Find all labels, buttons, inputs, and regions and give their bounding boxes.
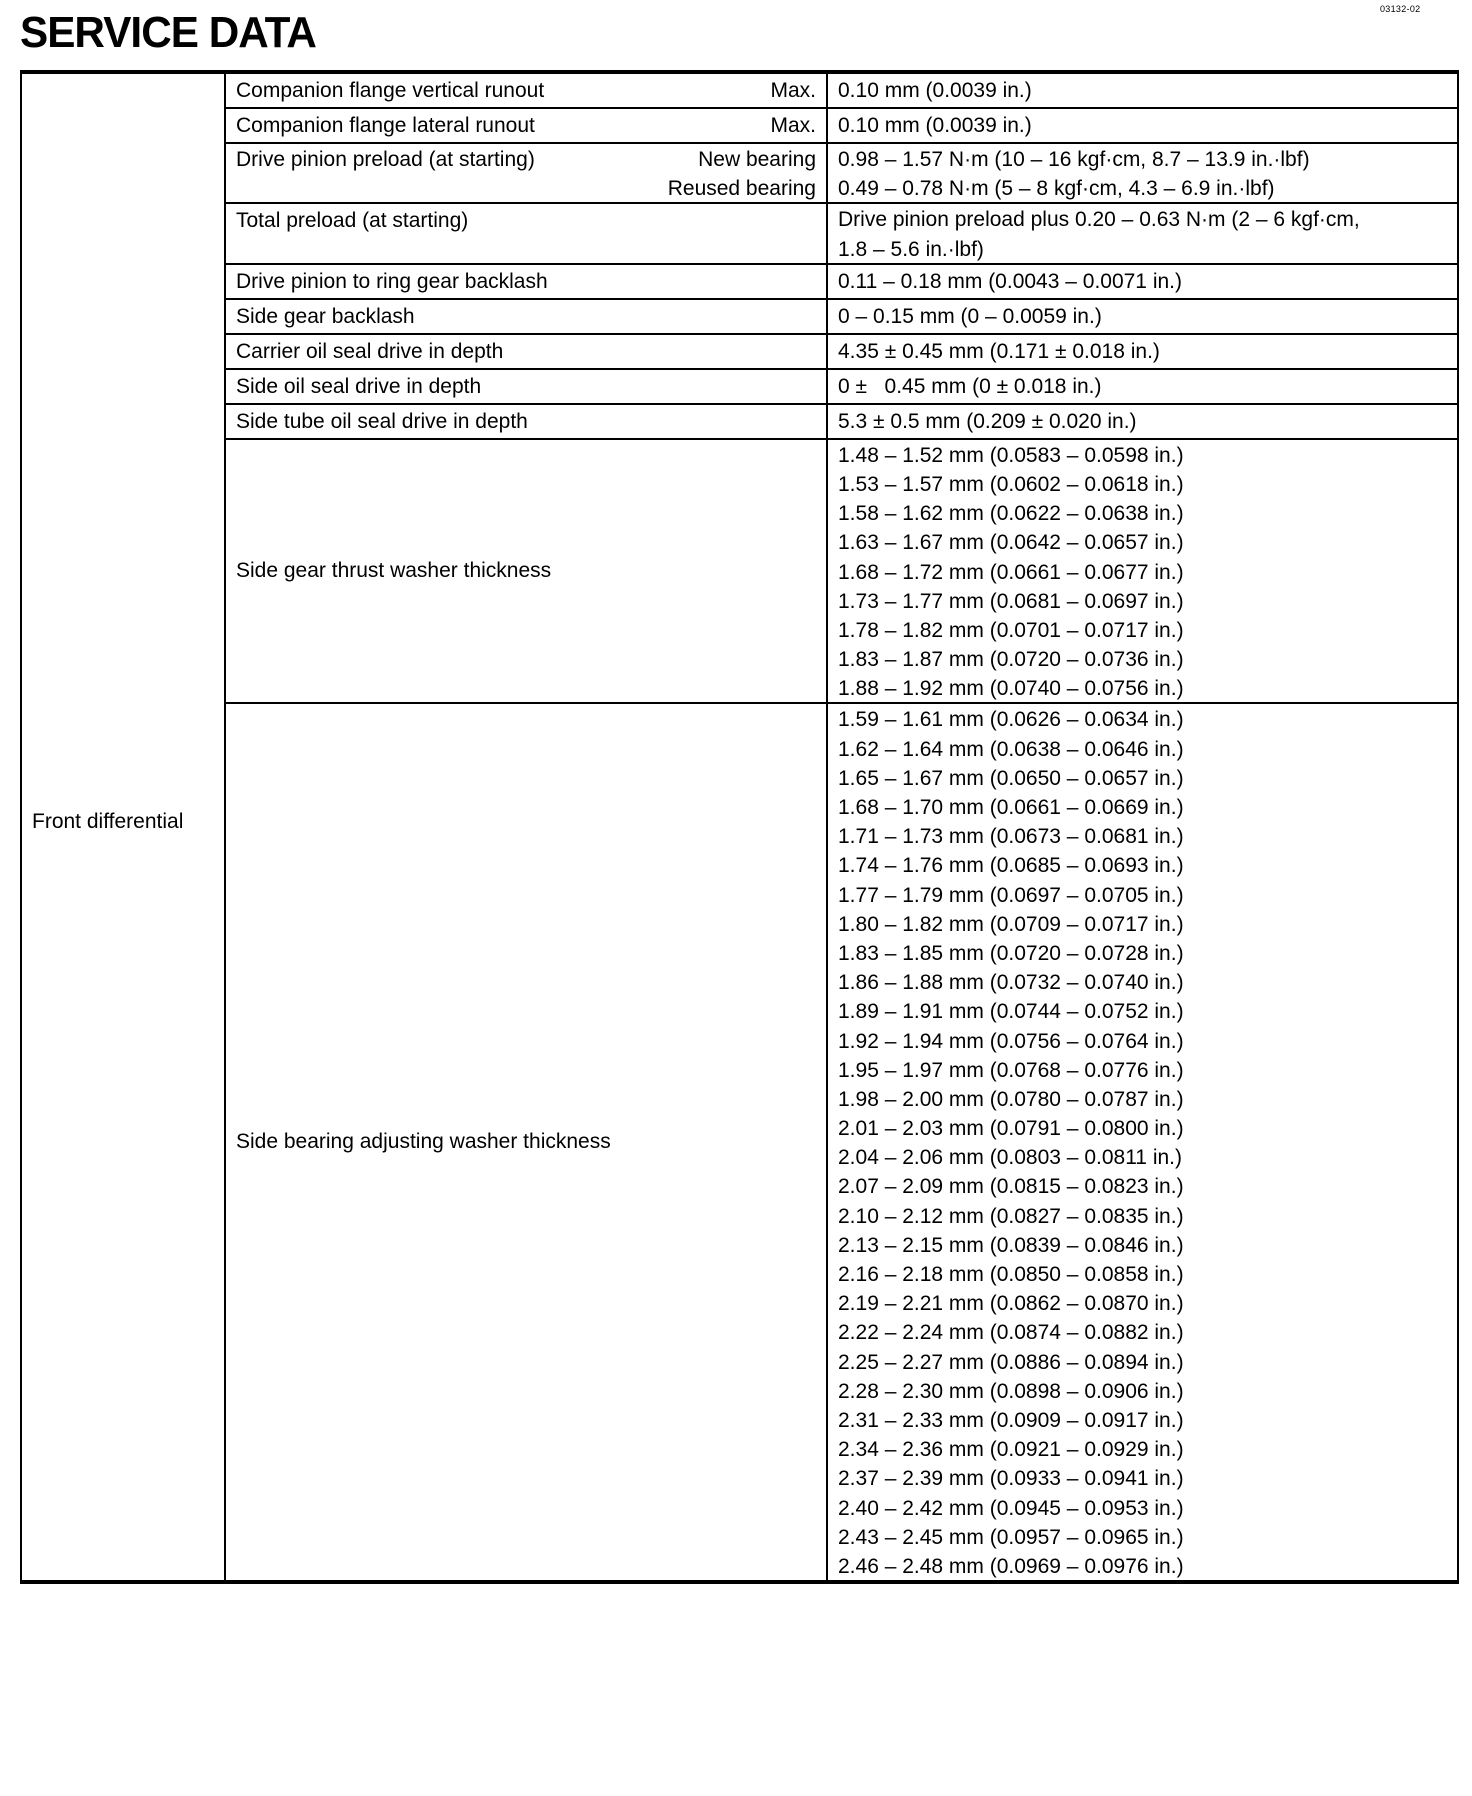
- value-text: 1.58 – 1.62 mm (0.0622 – 0.0638 in.): [838, 502, 1184, 526]
- value-text: 0.49 – 0.78 N·m (5 – 8 kgf·cm, 4.3 – 6.9 in.·lbf): [838, 177, 1275, 201]
- value-text: 2.10 – 2.12 mm (0.0827 – 0.0835 in.): [838, 1204, 1184, 1228]
- value-text: 2.43 – 2.45 mm (0.0957 – 0.0965 in.): [838, 1525, 1184, 1549]
- item-label: Companion flange vertical runout: [236, 79, 545, 102]
- table-row: [21, 72, 1458, 108]
- table-row: [21, 439, 1458, 704]
- value-text: 1.92 – 1.94 mm (0.0756 – 0.0764 in.): [838, 1029, 1184, 1053]
- item-label: Drive pinion to ring gear backlash: [236, 269, 548, 293]
- value-text: 1.73 – 1.77 mm (0.0681 – 0.0697 in.): [838, 589, 1184, 613]
- item-cell: [225, 369, 827, 404]
- value-text: 2.28 – 2.30 mm (0.0898 – 0.0906 in.): [838, 1379, 1184, 1403]
- item-label: Carrier oil seal drive in depth: [236, 339, 504, 363]
- item-cell: [225, 703, 827, 1582]
- item-cell: [225, 264, 827, 299]
- value-cell: [827, 703, 1458, 1582]
- value-text: 0.11 – 0.18 mm (0.0043 – 0.0071 in.): [838, 269, 1182, 293]
- table-row: [21, 404, 1458, 439]
- value-text: 0 ± 0.45 mm (0 ± 0.018 in.): [838, 374, 1102, 398]
- value-cell: [827, 369, 1458, 404]
- group-cell: [21, 72, 225, 1582]
- value-text: 4.35 ± 0.45 mm (0.171 ± 0.018 in.): [838, 339, 1160, 363]
- value-text: 1.89 – 1.91 mm (0.0744 – 0.0752 in.): [838, 1000, 1184, 1024]
- table-row: [21, 369, 1458, 404]
- item-qualifier: Max.: [770, 114, 816, 137]
- value-text: 0.10 mm (0.0039 in.): [838, 114, 1032, 137]
- table-row: [21, 334, 1458, 369]
- value-text: 1.63 – 1.67 mm (0.0642 – 0.0657 in.): [838, 531, 1184, 555]
- item-qualifier: Max.: [770, 79, 816, 102]
- page-title: SERVICE DATA: [20, 8, 316, 57]
- value-text: 2.01 – 2.03 mm (0.0791 – 0.0800 in.): [838, 1117, 1184, 1141]
- value-text: 1.62 – 1.64 mm (0.0638 – 0.0646 in.): [838, 737, 1184, 761]
- item-cell: [225, 143, 827, 203]
- value-text: 2.34 – 2.36 mm (0.0921 – 0.0929 in.): [838, 1438, 1184, 1462]
- value-text: 1.74 – 1.76 mm (0.0685 – 0.0693 in.): [838, 854, 1184, 878]
- value-text: 1.65 – 1.67 mm (0.0650 – 0.0657 in.): [838, 766, 1184, 790]
- value-text: 1.48 – 1.52 mm (0.0583 – 0.0598 in.): [838, 443, 1184, 467]
- item-label: Side oil seal drive in depth: [236, 374, 482, 398]
- value-text: 1.95 – 1.97 mm (0.0768 – 0.0776 in.): [838, 1058, 1184, 1082]
- item-label: Side tube oil seal drive in depth: [236, 409, 528, 433]
- value-text: 2.40 – 2.42 mm (0.0945 – 0.0953 in.): [838, 1496, 1184, 1520]
- table-row: [21, 203, 1458, 263]
- value-text: 1.88 – 1.92 mm (0.0740 – 0.0756 in.): [838, 677, 1184, 701]
- value-text: 1.86 – 1.88 mm (0.0732 – 0.0740 in.): [838, 971, 1184, 995]
- item-qualifier: Reused bearing: [667, 177, 816, 201]
- item-label: Side gear thrust washer thickness: [236, 559, 552, 583]
- value-text: 1.8 – 5.6 in.·lbf): [838, 237, 984, 261]
- value-text: 2.31 – 2.33 mm (0.0909 – 0.0917 in.): [838, 1408, 1184, 1432]
- table-row: [21, 299, 1458, 334]
- value-cell: [827, 334, 1458, 369]
- value-text: 1.98 – 2.00 mm (0.0780 – 0.0787 in.): [838, 1087, 1184, 1111]
- value-text: 1.53 – 1.57 mm (0.0602 – 0.0618 in.): [838, 472, 1184, 496]
- value-cell: [827, 72, 1458, 108]
- table-row: [21, 108, 1458, 143]
- value-text: 0.98 – 1.57 N·m (10 – 16 kgf·cm, 8.7 – 13.9 in.·lbf): [838, 148, 1310, 171]
- item-label: Companion flange lateral runout: [236, 114, 535, 137]
- value-text: 1.77 – 1.79 mm (0.0697 – 0.0705 in.): [838, 883, 1184, 907]
- value-cell: [827, 108, 1458, 143]
- value-cell: [827, 404, 1458, 439]
- item-cell: [225, 404, 827, 439]
- value-text: 2.07 – 2.09 mm (0.0815 – 0.0823 in.): [838, 1175, 1184, 1199]
- value-text: 2.19 – 2.21 mm (0.0862 – 0.0870 in.): [838, 1292, 1184, 1316]
- value-text: 2.25 – 2.27 mm (0.0886 – 0.0894 in.): [838, 1350, 1184, 1374]
- value-text: 1.68 – 1.72 mm (0.0661 – 0.0677 in.): [838, 560, 1184, 584]
- value-cell: [827, 439, 1458, 704]
- item-cell: [225, 203, 827, 263]
- item-label: Drive pinion preload (at starting): [236, 148, 535, 171]
- value-text: 1.83 – 1.85 mm (0.0720 – 0.0728 in.): [838, 941, 1184, 965]
- item-label: Side bearing adjusting washer thickness: [236, 1130, 611, 1154]
- value-cell: [827, 299, 1458, 334]
- value-text: 1.71 – 1.73 mm (0.0673 – 0.0681 in.): [838, 825, 1184, 849]
- value-text: 1.68 – 1.70 mm (0.0661 – 0.0669 in.): [838, 796, 1184, 819]
- item-cell: [225, 439, 827, 704]
- item-cell: [225, 299, 827, 334]
- value-text: 2.16 – 2.18 mm (0.0850 – 0.0858 in.): [838, 1263, 1184, 1286]
- table-row: [21, 703, 1458, 1582]
- value-text: 1.83 – 1.87 mm (0.0720 – 0.0736 in.): [838, 648, 1184, 672]
- value-text: 2.22 – 2.24 mm (0.0874 – 0.0882 in.): [838, 1321, 1184, 1345]
- value-text: 2.04 – 2.06 mm (0.0803 – 0.0811 in.): [838, 1146, 1182, 1170]
- item-label: Total preload (at starting): [236, 209, 469, 233]
- item-qualifier: New bearing: [698, 148, 816, 171]
- service-data-table: [20, 70, 1459, 1584]
- item-cell: [225, 334, 827, 369]
- value-text: 1.59 – 1.61 mm (0.0626 – 0.0634 in.): [838, 708, 1184, 732]
- value-text: Drive pinion preload plus 0.20 – 0.63 N·m (2 – 6 kgf·cm,: [838, 208, 1360, 232]
- value-text: 2.46 – 2.48 mm (0.0969 – 0.0976 in.): [838, 1554, 1184, 1578]
- value-text: 2.13 – 2.15 mm (0.0839 – 0.0846 in.): [838, 1233, 1184, 1257]
- value-cell: [827, 264, 1458, 299]
- value-text: 5.3 ± 0.5 mm (0.209 ± 0.020 in.): [838, 409, 1137, 433]
- document-code: 03132-02: [1380, 4, 1421, 14]
- value-text: 0 – 0.15 mm (0 – 0.0059 in.): [838, 304, 1102, 328]
- group-label: Front differential: [32, 810, 184, 834]
- value-cell: [827, 143, 1458, 203]
- value-cell: [827, 203, 1458, 263]
- value-text: 1.78 – 1.82 mm (0.0701 – 0.0717 in.): [838, 618, 1184, 642]
- item-label: Side gear backlash: [236, 304, 415, 328]
- value-text: 1.80 – 1.82 mm (0.0709 – 0.0717 in.): [838, 912, 1184, 936]
- item-cell: [225, 72, 827, 108]
- item-cell: [225, 108, 827, 143]
- table-row: [21, 143, 1458, 203]
- value-text: 0.10 mm (0.0039 in.): [838, 79, 1032, 102]
- table-row: [21, 264, 1458, 299]
- value-text: 2.37 – 2.39 mm (0.0933 – 0.0941 in.): [838, 1467, 1184, 1491]
